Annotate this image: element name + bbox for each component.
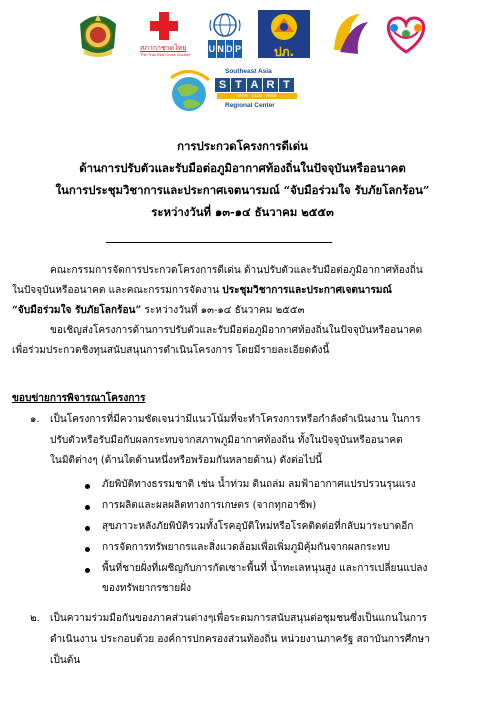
- header-divider: [106, 242, 332, 243]
- bullet-item: การจัดการทรัพยากรและสิ่งแวดล้อมเพื่อเพิ่มภูมิคุ้มกันจากผลกระทบ: [102, 542, 391, 553]
- bullet-dot: [85, 568, 90, 573]
- disaster-prevention-logo: [258, 10, 310, 58]
- event-name-bold: ประชุมวิชาการและประกาศเจตนารมณ์: [222, 285, 392, 296]
- pk-text: ปภ.: [273, 45, 295, 59]
- bullet-item: สุขภาวะหลังภัยพิบัติรวมทั้งโรคอุบัติใหม่หรือโรคติดต่อที่กลับมาระบาดอีก: [102, 521, 414, 532]
- event-slogan-bold: “จับมือร่วมใจ รับภัยโลกร้อน”: [12, 305, 142, 316]
- intro-p1-line3-text: ระหว่างวันที่ ๑๓-๑๔ ธันวาคม ๒๕๕๓: [141, 305, 305, 316]
- undp-letter: D: [226, 40, 234, 58]
- bullet-dot: [85, 547, 90, 552]
- start-regional-center-logo: [167, 66, 317, 120]
- curve-emblem-logo: [330, 10, 372, 58]
- start-letter: S: [215, 78, 230, 92]
- section-heading: ขอบข่ายการพิจารณาโครงการ: [12, 393, 146, 404]
- intro-p1-line1: คณะกรรมการจัดการประกวดโครงการดีเด่น ด้านปรับตัวและรับมือต่อภูมิอากาศท้องถิ่น: [50, 265, 423, 276]
- government-seal-logo: [74, 10, 122, 58]
- undp-letter-grid: [208, 40, 242, 58]
- item1-line1: เป็นโครงการที่มีความชัดเจนว่ามีแนวโน้มที่จะทำโครงการหรือกำลังดำเนินงาน ในการ: [50, 414, 421, 425]
- start-letter: T: [279, 78, 294, 92]
- bullet-item: ภัยพิบัติทางธรรมชาติ เช่น น้ำท่วม ดินถล่ม ลมฟ้าอากาศแปรปรวนรุนแรง: [102, 479, 416, 490]
- start-letter: T: [231, 78, 246, 92]
- undp-letter: P: [234, 40, 242, 58]
- header-title-line4: ระหว่างวันที่ ๑๓-๑๔ ธันวาคม ๒๕๕๓: [151, 205, 334, 219]
- header-title-line1: การประกวดโครงการดีเด่น: [177, 139, 308, 153]
- undp-letter: U: [208, 40, 216, 58]
- intro-p2-line1: ขอเชิญส่งโครงการด้านการปรับตัวและรับมือต่อภูมิอากาศท้องถิ่นในปัจจุบันหรืออนาคต: [50, 325, 423, 336]
- start-top-text: Southeast Asia: [225, 68, 272, 75]
- item2-line2: ดำเนินงาน ประกอบด้วย องค์การปกครองส่วนท้องถิ่น หน่วยงานภาครัฐ สถาบันการศึกษา: [50, 634, 430, 645]
- bullet-dot: [85, 484, 90, 489]
- start-globe-icon: [167, 66, 213, 120]
- thai-red-cross-logo: [140, 10, 198, 58]
- header-title-line3: ในการประชุมวิชาการและประกาศเจตนารมณ์ “จับมือร่วมใจ รับภัยโลกร้อน”: [55, 183, 430, 197]
- item2-number: ๒.: [30, 613, 40, 624]
- intro-p1-line2: [12, 286, 392, 296]
- red-cross-caption-en: The Thai Red Cross Society: [140, 52, 190, 57]
- start-letter-row: [215, 78, 294, 92]
- partner-logos: [74, 10, 454, 58]
- header-title-line2: ด้านการปรับตัวและรับมือต่อภูมิอากาศท้องถิ่นในปัจจุบันหรืออนาคต: [79, 161, 406, 175]
- bullet-item: การผลิตและผลผลิตทางการเกษตร (จากทุกอาชีพ): [102, 500, 317, 511]
- start-sub-text: Regional Center: [225, 102, 275, 109]
- item2-line3: เป็นต้น: [50, 655, 81, 666]
- item2-line1: เป็นความร่วมมือกันของภาคส่วนต่างๆเพื่อระดมการสนับสนุนต่อชุมชนซึ่งเป็นแกนในการ: [50, 613, 428, 624]
- bullet-item-continued: ของทรัพยากรชายฝั่ง: [102, 583, 192, 594]
- red-cross-caption-th: สภากาชาดไทย: [140, 45, 187, 52]
- undp-letter: N: [217, 40, 225, 58]
- bullet-dot: [85, 505, 90, 510]
- heart-network-logo: [380, 10, 432, 58]
- intro-p1-line3: [12, 306, 304, 316]
- start-letter: R: [263, 78, 278, 92]
- intro-p2-line2: เพื่อร่วมประกวดชิงทุนสนับสนุนการดำเนินโครงการ โดยมีรายละเอียดดังนี้: [12, 345, 330, 356]
- item1-number: ๑.: [30, 414, 40, 425]
- undp-logo: [208, 10, 242, 58]
- bullet-item: พื้นที่ชายฝั่งที่เผชิญกับการกัดเซาะพื้นที่ น้ำทะเลหนุนสูง และการเปลี่ยนแปลง: [102, 563, 428, 574]
- start-tagline: ENVI · CLIM · RISK: [217, 93, 297, 99]
- intro-p1-line2-text: ในปัจจุบันหรืออนาคต และคณะกรรมการจัดงาน: [12, 285, 223, 296]
- item1-line3: ในมิติต่างๆ (ด้านใดด้านหนึ่งหรือพร้อมกันหลายด้าน) ดังต่อไปนี้: [50, 455, 323, 466]
- start-letter: A: [247, 78, 262, 92]
- item1-line2: ปรับตัวหรือรับมือกับผลกระทบจากสภาพภูมิอากาศท้องถิ่น ทั้งในปัจจุบันหรืออนาคต: [50, 435, 403, 446]
- bullet-dot: [85, 526, 90, 531]
